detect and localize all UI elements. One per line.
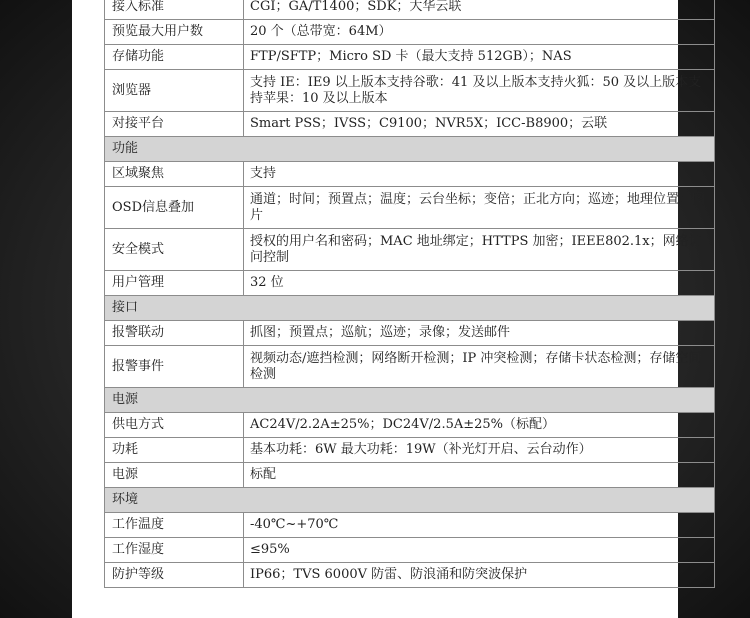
table-row <box>105 271 715 296</box>
row-label: 工作湿度 <box>105 538 244 563</box>
table-row <box>105 538 715 563</box>
row-value: 授权的用户名和密码；MAC 地址绑定；HTTPS 加密；IEEE802.1x；网络访问控制 <box>244 229 715 271</box>
row-label: 用户管理 <box>105 271 244 296</box>
table-row <box>105 70 715 112</box>
row-value: 视频动态/遮挡检测；网络断开检测；IP 冲突检测；存储卡状态检测；存储空间检测 <box>244 346 715 388</box>
row-label: 供电方式 <box>105 413 244 438</box>
section-header-row <box>105 488 715 513</box>
section-header-row <box>105 137 715 162</box>
row-label: 工作温度 <box>105 513 244 538</box>
table-row <box>105 463 715 488</box>
row-value: IP66；TVS 6000V 防雷、防浪涌和防突波保护 <box>244 563 715 588</box>
spec-sheet <box>72 0 706 618</box>
row-value: 支持 IE：IE9 以上版本支持谷歌：41 及以上版本支持火狐：50 及以上版本支持苹果：10 及以上版本 <box>244 70 715 112</box>
table-row <box>105 0 715 20</box>
row-value: 20 个（总带宽：64M） <box>244 20 715 45</box>
table-row <box>105 229 715 271</box>
row-value: Smart PSS；IVSS；C9100；NVR5X；ICC-B8900；云联 <box>244 112 715 137</box>
table-row <box>105 321 715 346</box>
table-row <box>105 513 715 538</box>
row-value: 抓图；预置点；巡航；巡迹；录像；发送邮件 <box>244 321 715 346</box>
row-label: OSD信息叠加 <box>105 187 244 229</box>
table-row <box>105 413 715 438</box>
row-value: AC24V/2.2A±25%；DC24V/2.5A±25%（标配） <box>244 413 715 438</box>
section-header-row <box>105 388 715 413</box>
row-value: 基本功耗：6W 最大功耗：19W（补光灯开启、云台动作） <box>244 438 715 463</box>
section-title: 环境 <box>105 488 715 513</box>
row-label: 浏览器 <box>105 70 244 112</box>
row-label: 接入标准 <box>105 0 244 20</box>
section-header-row <box>105 296 715 321</box>
table-row <box>105 20 715 45</box>
row-label: 预览最大用户数 <box>105 20 244 45</box>
row-label: 防护等级 <box>105 563 244 588</box>
section-title: 功能 <box>105 137 715 162</box>
row-value: FTP/SFTP；Micro SD 卡（最大支持 512GB）；NAS <box>244 45 715 70</box>
row-value: -40℃~+70℃ <box>244 513 715 538</box>
row-label: 功耗 <box>105 438 244 463</box>
row-label: 安全模式 <box>105 229 244 271</box>
row-label: 报警事件 <box>105 346 244 388</box>
row-value: CGI；GA/T1400；SDK；大华云联 <box>244 0 715 20</box>
section-title: 电源 <box>105 388 715 413</box>
row-value: 支持 <box>244 162 715 187</box>
table-row <box>105 438 715 463</box>
spec-table <box>104 0 715 588</box>
row-label: 报警联动 <box>105 321 244 346</box>
table-row <box>105 45 715 70</box>
table-row <box>105 112 715 137</box>
table-row <box>105 187 715 229</box>
table-row <box>105 346 715 388</box>
row-label: 电源 <box>105 463 244 488</box>
section-title: 接口 <box>105 296 715 321</box>
row-label: 存储功能 <box>105 45 244 70</box>
row-label: 对接平台 <box>105 112 244 137</box>
row-value: 通道；时间；预置点；温度；云台坐标；变倍；正北方向；巡迹；地理位置；图片 <box>244 187 715 229</box>
table-row <box>105 563 715 588</box>
row-value: ≤95% <box>244 538 715 563</box>
row-label: 区域聚焦 <box>105 162 244 187</box>
row-value: 32 位 <box>244 271 715 296</box>
row-value: 标配 <box>244 463 715 488</box>
table-row <box>105 162 715 187</box>
